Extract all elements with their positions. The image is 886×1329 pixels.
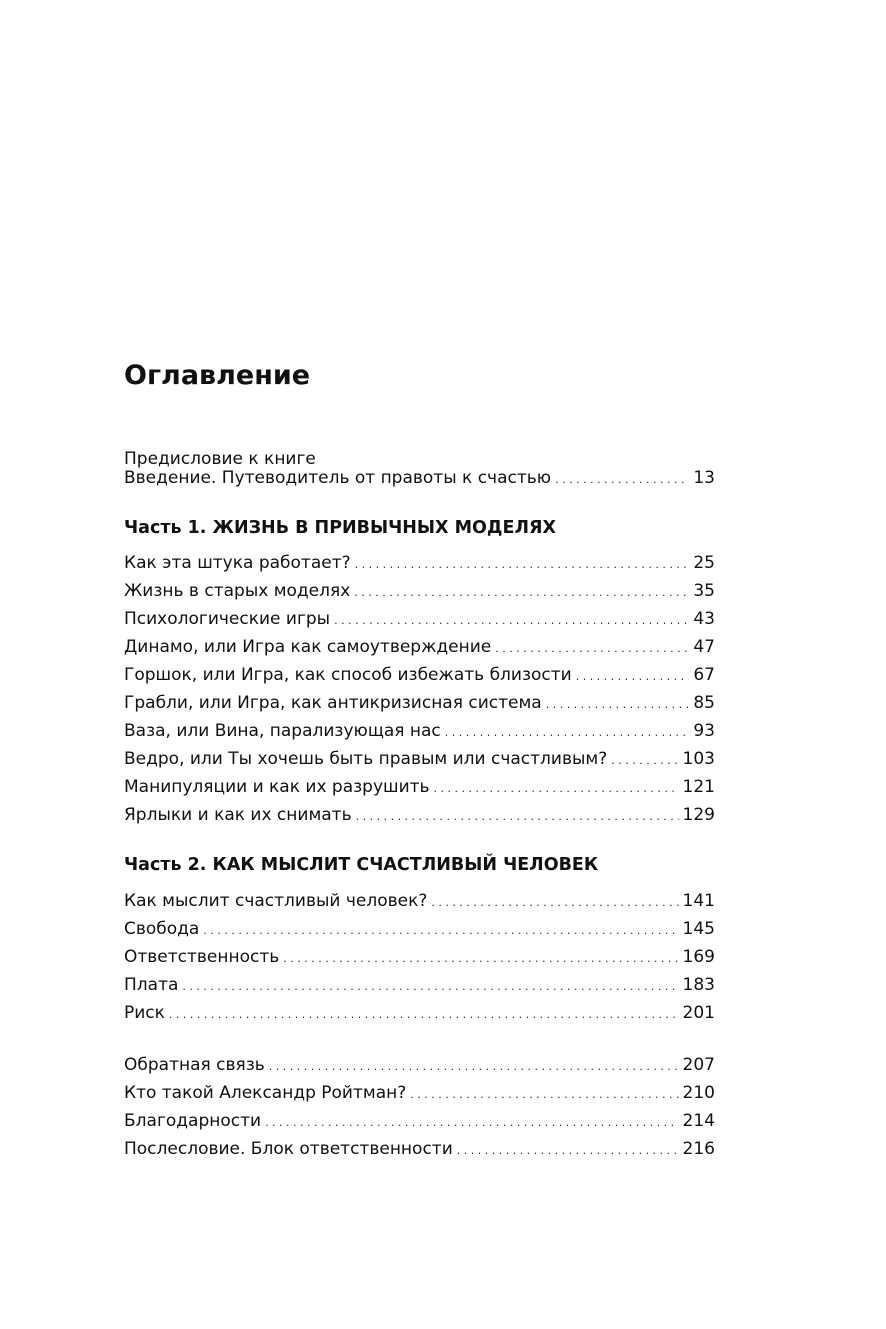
toc-entry-label: Динамо, или Игра как самоутверждение [124,637,492,657]
dot-leader [203,915,678,943]
part-1-list [124,549,715,829]
toc-entry-label: Предисловие к книге [124,449,316,469]
dot-leader [576,661,690,689]
toc-entry-label: Благодарности [124,1111,262,1131]
dot-leader [555,464,689,492]
toc-entry-label: Свобода [124,919,200,939]
toc-entry-label: Как мыслит счастливый человек? [124,891,428,911]
toc-entry[interactable] [124,745,715,773]
toc-entry-page: 214 [682,1111,715,1131]
toc-entry-label: Введение. Путеводитель от правоты к счастью [124,468,552,488]
toc-entry-label: Риск [124,1003,165,1023]
dot-leader [169,999,679,1027]
toc-entry[interactable] [124,1051,715,1079]
dot-leader [410,1079,678,1107]
dot-leader [445,717,690,745]
dot-leader [431,887,678,915]
toc-entry-page: 13 [693,468,715,488]
toc-entry[interactable] [124,943,715,971]
dot-leader [334,605,689,633]
toc-entry-page: 93 [693,721,715,741]
part-2-title: Часть 2. КАК МЫСЛИТ СЧАСТЛИВЫЙ ЧЕЛОВЕК [124,855,599,875]
toc-entry[interactable] [124,605,715,633]
toc-entry[interactable] [124,1107,715,1135]
toc-entry[interactable] [124,915,715,943]
toc-entry-label: Ваза, или Вина, парализующая нас [124,721,441,741]
toc-entry-page: 67 [693,665,715,685]
dot-leader [495,633,689,661]
part-1-title: Часть 1. ЖИЗНЬ В ПРИВЫЧНЫХ МОДЕЛЯХ [124,518,556,538]
toc-entry-label: Как эта штука работает? [124,553,351,573]
dot-leader [546,689,690,717]
toc-entry[interactable] [124,999,715,1027]
toc-entry-page: 85 [693,693,715,713]
toc-entry-label: Ярлыки и как их снимать [124,805,352,825]
toc-entry-label: Ответственность [124,947,280,967]
toc-entry-page: 145 [682,919,715,939]
dot-leader [356,801,679,829]
toc-entry[interactable] [124,971,715,999]
dot-leader [182,971,678,999]
page-title: Оглавление [124,360,311,391]
toc-entry-page: 201 [682,1003,715,1023]
part-2-list [124,887,715,1027]
toc-entry-label: Ведро, или Ты хочешь быть правым или счастливым? [124,749,608,769]
toc-entry-label: Кто такой Александр Ройтман? [124,1083,407,1103]
toc-entry-label: Послесловие. Блок ответственности [124,1139,453,1159]
toc-entry-page: 216 [682,1139,715,1159]
dot-leader [354,577,689,605]
dot-leader [320,436,711,464]
toc-entry-label: Горшок, или Игра, как способ избежать близости [124,665,572,685]
toc-entry[interactable] [124,661,715,689]
toc-entry-page: 210 [682,1083,715,1103]
toc-entry[interactable] [124,633,715,661]
toc-entry-page: 169 [682,947,715,967]
dot-leader [355,549,690,577]
toc-entry[interactable] [124,887,715,915]
dot-leader [269,1051,679,1079]
intro-list [124,436,715,492]
dot-leader [283,943,678,971]
toc-entry-page: 129 [682,805,715,825]
dot-leader [265,1107,678,1135]
toc-entry[interactable] [124,464,715,492]
closing-list [124,1051,715,1163]
dot-leader [457,1135,679,1163]
toc-entry[interactable] [124,773,715,801]
toc-entry-label: Психологические игры [124,609,331,629]
toc-entry-page: 183 [682,975,715,995]
toc-entry-label: Грабли, или Игра, как антикризисная система [124,693,542,713]
toc-entry[interactable] [124,689,715,717]
dot-leader [434,773,679,801]
toc-entry-label: Обратная связь [124,1055,265,1075]
toc-entry[interactable] [124,1135,715,1163]
toc-entry-page: 47 [693,637,715,657]
toc-entry-page: 103 [682,749,715,769]
toc-entry-page: 141 [682,891,715,911]
toc-entry-page: 25 [693,553,715,573]
toc-entry[interactable] [124,801,715,829]
toc-entry-page: 35 [693,581,715,601]
toc-entry-page: 207 [682,1055,715,1075]
dot-leader [611,745,678,773]
toc-entry-label: Жизнь в старых моделях [124,581,351,601]
toc-entry-page: 121 [682,777,715,797]
toc-entry[interactable] [124,717,715,745]
toc-entry-label: Плата [124,975,179,995]
toc-entry[interactable] [124,577,715,605]
toc-entry[interactable] [124,549,715,577]
toc-entry-label: Манипуляции и как их разрушить [124,777,430,797]
toc-entry[interactable] [124,436,715,469]
toc-entry[interactable] [124,1079,715,1107]
toc-entry-page: 43 [693,609,715,629]
